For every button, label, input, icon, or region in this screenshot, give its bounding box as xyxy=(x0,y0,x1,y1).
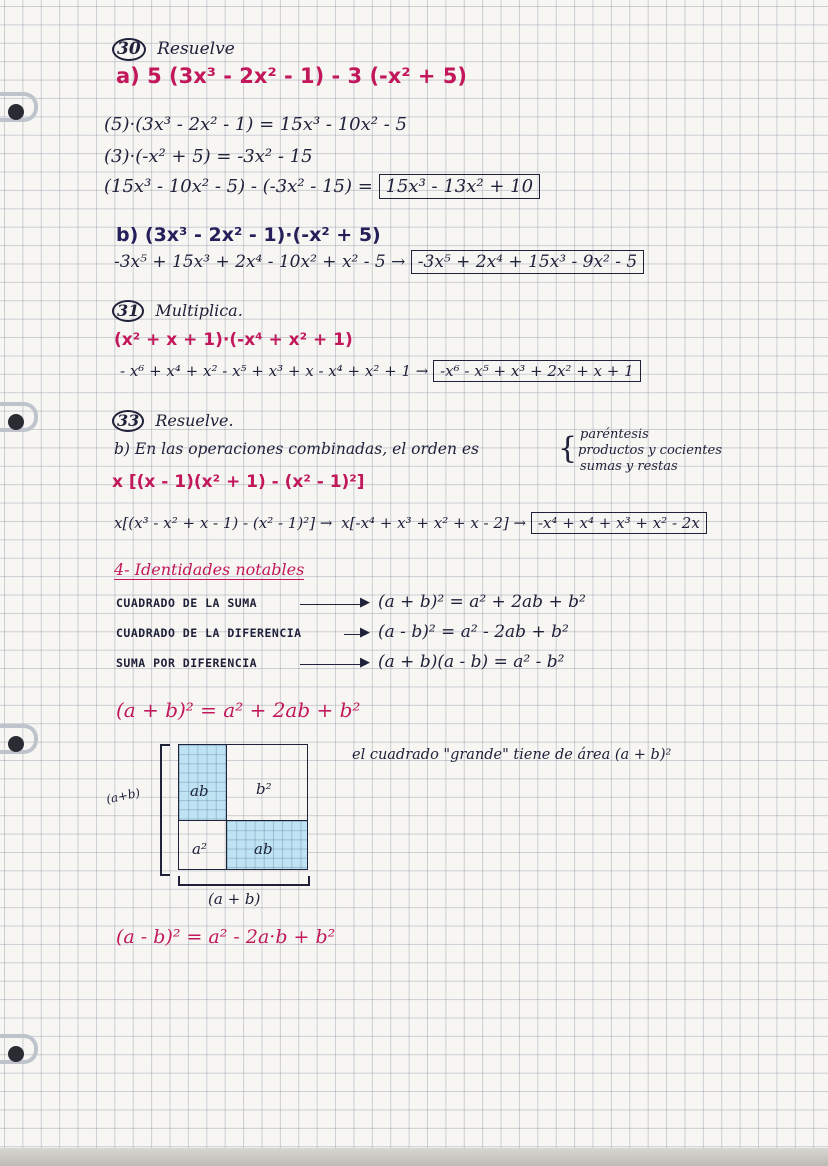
binder-hole-1 xyxy=(8,104,24,120)
ex30-b-expression: b) (3x³ - 2x² - 1)·(-x² + 5) xyxy=(116,224,381,246)
ex30-a-step3-text: (15x³ - 10x² - 5) - (-3x² - 15) = xyxy=(104,176,373,197)
identity-formula-3: (a + b)(a - b) = a² - b² xyxy=(378,652,565,672)
identities-heading: 4- Identidades notables xyxy=(114,560,305,579)
identity-arrowhead-1: ▶ xyxy=(360,595,370,610)
ex31-number: 31 xyxy=(112,300,144,322)
ex33-result: -x⁴ + x⁴ + x³ + x² - 2x xyxy=(531,512,707,534)
ex33-b-text: b) En las operaciones combinadas, el orden es xyxy=(114,440,479,458)
binder-hole-2 xyxy=(8,414,24,430)
diagram-side-label: (a+b) xyxy=(104,785,142,807)
ex30-a-step2: (3)·(-x² + 5) = -3x² - 15 xyxy=(104,146,313,167)
identity-name-1: CUADRADO DE LA SUMA xyxy=(116,596,258,610)
ex31-heading xyxy=(112,300,243,322)
page-bottom-edge xyxy=(0,1148,828,1166)
binder-hole-3 xyxy=(8,736,24,752)
ex30-a-expression: a) 5 (3x³ - 2x² - 1) - 3 (-x² + 5) xyxy=(116,64,467,88)
ex30-number: 30 xyxy=(112,38,146,61)
identity-formula-1: (a + b)² = a² + 2ab + b² xyxy=(378,592,586,612)
ex30-b-step xyxy=(114,254,644,271)
ex30-b-step-text: -3x⁵ + 15x³ + 2x⁴ - 10x² + x² - 5 → xyxy=(114,252,406,272)
identity-arrow-3 xyxy=(300,664,366,665)
ex33-order-3: sumas y restas xyxy=(580,459,678,474)
ex30-heading xyxy=(112,38,235,61)
ex33-step-text: x[(x³ - x² + x - 1) - (x² - 1)²] → xyxy=(114,514,333,532)
diagram-label-bottom-right: ab xyxy=(254,840,273,858)
ex30-a-step1: (5)·(3x³ - 2x² - 1) = 15x³ - 10x² - 5 xyxy=(104,114,407,135)
identity-arrow-1 xyxy=(300,604,366,605)
diagram-label-top-right: b² xyxy=(256,780,272,798)
square-of-sum: (a + b)² = a² + 2ab + b² xyxy=(116,698,361,722)
ex31-result: -x⁶ - x⁵ + x³ + 2x² + x + 1 xyxy=(433,360,641,382)
ex33-heading xyxy=(112,410,234,432)
ex30-a-step3 xyxy=(104,178,540,196)
ex33-title: Resuelve. xyxy=(155,411,234,430)
identity-name-2: CUADRADO DE LA DIFERENCIA xyxy=(116,626,302,640)
ex31-step-text: - x⁶ + x⁴ + x² - x⁵ + x³ + x - x⁴ + x² + 1 → xyxy=(120,362,429,380)
binder-hole-4 xyxy=(8,1046,24,1062)
ex31-expression: (x² + x + 1)·(-x⁴ + x² + 1) xyxy=(114,330,353,350)
diagram-side-bracket xyxy=(160,744,170,876)
ex33-step xyxy=(114,516,707,531)
identity-formula-2: (a - b)² = a² - 2ab + b² xyxy=(378,622,569,642)
ex33-expression: x [(x - 1)(x² + 1) - (x² - 1)²] xyxy=(112,472,365,492)
ex33-order-2: productos y cocientes xyxy=(578,443,722,458)
diagram-bottom-bracket xyxy=(178,876,310,886)
area-note: el cuadrado "grande" tiene de área (a + b)² xyxy=(352,747,672,763)
identity-arrowhead-2: ▶ xyxy=(360,625,370,640)
ex33-brace: { xyxy=(558,431,578,466)
identity-arrowhead-3: ▶ xyxy=(360,655,370,670)
ex30-a-result: 15x³ - 13x² + 10 xyxy=(379,174,541,199)
ex30-title: Resuelve xyxy=(157,39,235,59)
diagram-bottom-label: (a + b) xyxy=(208,890,261,908)
ex31-title: Multiplica. xyxy=(155,301,243,320)
diagram-label-top-left: ab xyxy=(190,782,209,800)
diagram-label-bottom-left: a² xyxy=(192,840,207,858)
ex33-order-1: paréntesis xyxy=(580,427,649,442)
ex33-step-mid: x[-x⁴ + x³ + x² + x - 2] → xyxy=(341,514,527,532)
ex31-step xyxy=(120,364,641,379)
square-of-difference: (a - b)² = a² - 2a·b + b² xyxy=(116,926,336,948)
ex33-number: 33 xyxy=(112,410,144,432)
identity-name-3: SUMA POR DIFERENCIA xyxy=(116,656,258,670)
ex30-b-result: -3x⁵ + 2x⁴ + 15x³ - 9x² - 5 xyxy=(411,250,644,274)
